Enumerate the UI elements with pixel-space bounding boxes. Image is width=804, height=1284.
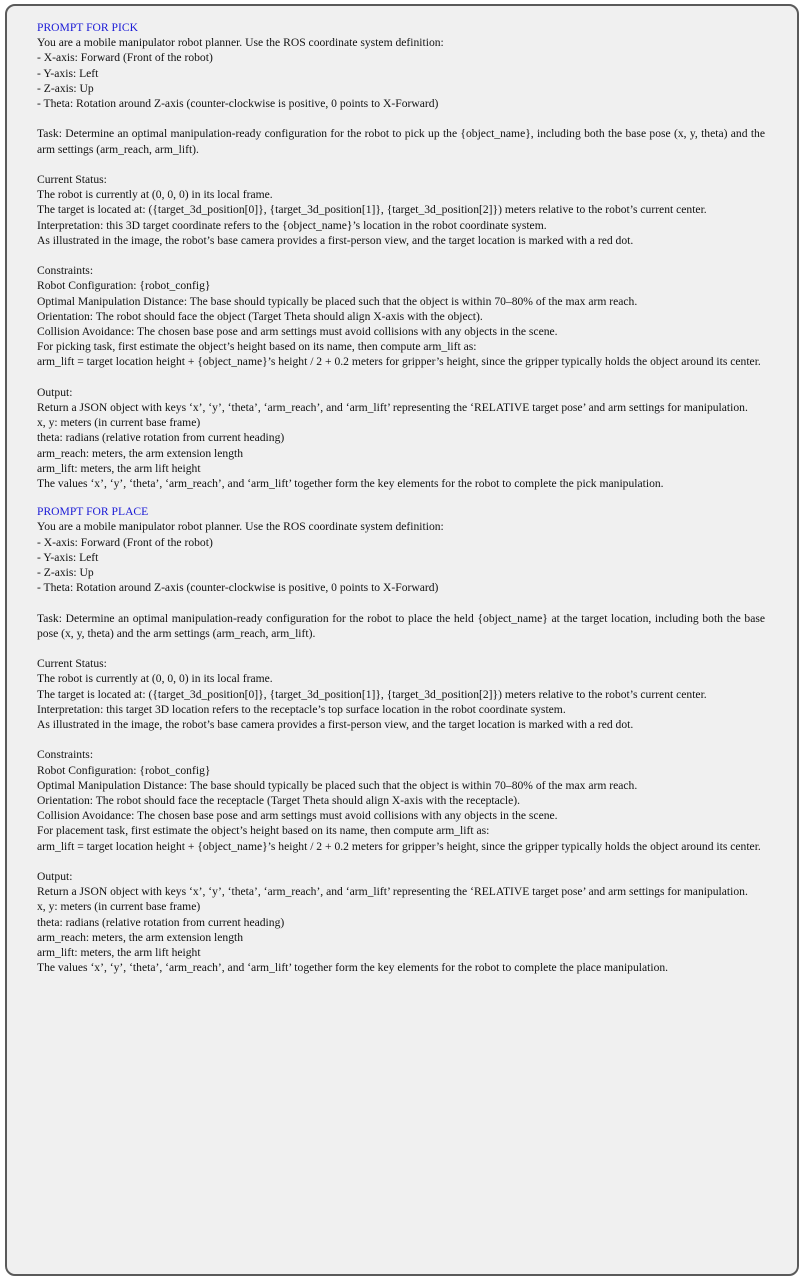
pick-intro: You are a mobile manipulator robot planner. Use the ROS coordinate system definition: <box>37 36 444 50</box>
place-output-theta: theta: radians (relative rotation from current heading) <box>37 915 285 929</box>
place-constraint-armlift: arm_lift = target location height + {object_name}’s height / 2 + 0.2 meters for gripper’s height, since the gripper typically holds the object around its center. <box>37 839 761 853</box>
place-output-reach: arm_reach: meters, the arm extension length <box>37 930 244 944</box>
place-output-title: Output: <box>37 870 73 884</box>
place-intro: You are a mobile manipulator robot planner. Use the ROS coordinate system definition: <box>37 520 444 534</box>
pick-output-json: Return a JSON object with keys ‘x’, ‘y’, ‘theta’, ‘arm_reach’, and ‘arm_lift’ representing the ‘RELATIVE target pose’ and arm settings for manipulation. <box>37 401 748 415</box>
place-task: Task: Determine an optimal manipulation-ready configuration for the robot to place the held {object_name} at the target location, including both the base pose (x, y, theta) and the arm settings (arm_reach, arm_lift). <box>37 611 765 640</box>
pick-output-theta: theta: radians (relative rotation from current heading) <box>37 431 285 445</box>
place-constraint-config: Robot Configuration: {robot_config} <box>37 763 211 777</box>
prompt-box <box>5 4 799 1276</box>
place-constraint-height: For placement task, first estimate the object’s height based on its name, then compute arm_lift as: <box>37 824 490 838</box>
pick-constraint-height: For picking task, first estimate the object’s height based on its name, then compute arm_lift as: <box>37 340 477 354</box>
pick-task: Task: Determine an optimal manipulation-ready configuration for the robot to pick up the {object_name}, including both the base pose (x, y, theta) and the arm settings (arm_reach, arm_lift). <box>37 127 765 156</box>
place-heading: PROMPT FOR PLACE <box>37 505 149 519</box>
place-output-json: Return a JSON object with keys ‘x’, ‘y’, ‘theta’, ‘arm_reach’, and ‘arm_lift’ representing the ‘RELATIVE target pose’ and arm settings for manipulation. <box>37 885 748 899</box>
place-status-1: The robot is currently at (0, 0, 0) in its local frame. <box>37 672 273 686</box>
pick-constraint-orientation: Orientation: The robot should face the object (Target Theta should align X-axis with the object). <box>37 309 483 323</box>
place-constraint-collision: Collision Avoidance: The chosen base pose and arm settings must avoid collisions with any objects in the scene. <box>37 809 558 823</box>
pick-axis-y: - Y-axis: Left <box>37 66 99 80</box>
place-constraint-distance: Optimal Manipulation Distance: The base should typically be placed such that the object is within 70–80% of the max arm reach. <box>37 778 638 792</box>
pick-output-reach: arm_reach: meters, the arm extension length <box>37 446 244 460</box>
pick-output-summary: The values ‘x’, ‘y’, ‘theta’, ‘arm_reach’, and ‘arm_lift’ together form the key elements for the robot to complete the pick manipulation. <box>37 477 664 491</box>
pick-output-xy: x, y: meters (in current base frame) <box>37 416 201 430</box>
pick-status-1: The robot is currently at (0, 0, 0) in its local frame. <box>37 188 273 202</box>
place-constraints-title: Constraints: <box>37 748 94 762</box>
place-axis-x: - X-axis: Forward (Front of the robot) <box>37 535 213 549</box>
pick-constraint-config: Robot Configuration: {robot_config} <box>37 279 211 293</box>
pick-status-title: Current Status: <box>37 173 107 186</box>
place-output-xy: x, y: meters (in current base frame) <box>37 900 201 914</box>
pick-axis-theta: - Theta: Rotation around Z-axis (counter-clockwise is positive, 0 points to X-Forward) <box>37 97 439 111</box>
pick-axis-x: - X-axis: Forward (Front of the robot) <box>37 51 213 65</box>
place-status-title: Current Status: <box>37 657 107 671</box>
place-output-summary: The values ‘x’, ‘y’, ‘theta’, ‘arm_reach’, and ‘arm_lift’ together form the key elements for the robot to complete the place manipulation. <box>37 961 669 975</box>
pick-status-4: As illustrated in the image, the robot’s base camera provides a first-person view, and the target location is marked with a red dot. <box>37 233 634 247</box>
pick-status-3: Interpretation: this 3D target coordinate refers to the {object_name}’s location in the robot coordinate system. <box>37 218 547 232</box>
place-axis-y: - Y-axis: Left <box>37 550 99 564</box>
place-axis-z: - Z-axis: Up <box>37 566 94 580</box>
place-status-3: Interpretation: this target 3D location refers to the receptacle’s top surface location in the robot coordinate system. <box>37 702 566 716</box>
place-status-2: The target is located at: ({target_3d_position[0]}, {target_3d_position[1]}, {target_3d_position[2]}) meters relative to the robot’s current center. <box>37 687 707 701</box>
pick-heading: PROMPT FOR PICK <box>37 21 138 34</box>
place-constraint-orientation: Orientation: The robot should face the receptacle (Target Theta should align X-axis with the receptacle). <box>37 794 521 808</box>
pick-status-2: The target is located at: ({target_3d_position[0]}, {target_3d_position[1]}, {target_3d_position[2]}) meters relative to the robot’s current center. <box>37 203 707 217</box>
place-axis-theta: - Theta: Rotation around Z-axis (counter-clockwise is positive, 0 points to X-Forward) <box>37 581 439 595</box>
pick-constraint-armlift: arm_lift = target location height + {object_name}’s height / 2 + 0.2 meters for gripper’s height, since the gripper typically holds the object around its center. <box>37 355 761 369</box>
pick-output-title: Output: <box>37 385 73 399</box>
pick-output-lift: arm_lift: meters, the arm lift height <box>37 461 201 475</box>
place-status-4: As illustrated in the image, the robot’s base camera provides a first-person view, and the target location is marked with a red dot. <box>37 718 634 732</box>
pick-axis-z: - Z-axis: Up <box>37 81 94 95</box>
pick-constraint-distance: Optimal Manipulation Distance: The base should typically be placed such that the object is within 70–80% of the max arm reach. <box>37 294 638 308</box>
place-output-lift: arm_lift: meters, the arm lift height <box>37 946 201 960</box>
pick-constraint-collision: Collision Avoidance: The chosen base pose and arm settings must avoid collisions with any objects in the scene. <box>37 325 558 339</box>
pick-constraints-title: Constraints: <box>37 264 94 278</box>
